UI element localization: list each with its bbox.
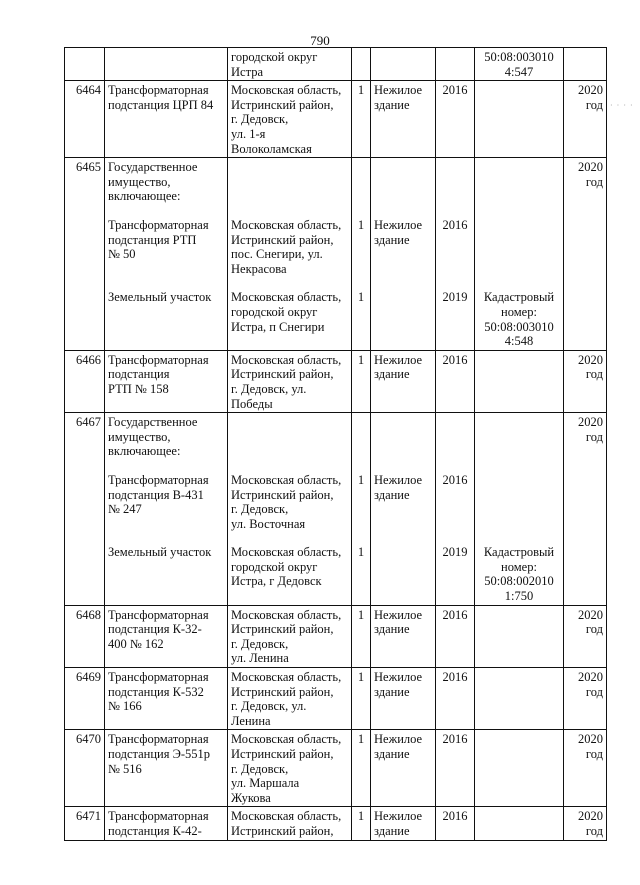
name-text: Трансформаторная подстанция ЦРП 84 (108, 83, 214, 112)
type-cell (371, 413, 436, 606)
cadastral-cell (475, 730, 564, 807)
name-text: Государственное имущество, включающее: (108, 160, 198, 204)
type-text: Нежилое здание (374, 607, 423, 637)
num-cell (65, 48, 105, 81)
cadastral-text: Кадастровый номер: 50:08:003010 4:548 (483, 290, 555, 349)
address-cell (228, 350, 352, 412)
table-row (65, 668, 607, 730)
num-cell (65, 413, 105, 606)
qty-text: 1 (357, 732, 365, 747)
address-text: Московская область, Истринский район, г. Дедовск, ул. Восточная (231, 472, 342, 531)
year-text: 2016 (442, 809, 468, 824)
year-text (439, 415, 471, 459)
cadastral-cell (475, 807, 564, 840)
qty-text (355, 415, 367, 459)
type-text: Нежилое здание (374, 352, 423, 382)
qty-text: 1 (357, 83, 365, 98)
address-cell (228, 158, 352, 351)
margin-mark: · · · · (610, 101, 634, 110)
deadline-cell (564, 730, 607, 807)
qty-cell (352, 48, 371, 81)
qty-text (355, 160, 367, 204)
deadline-text: 2020 год (578, 732, 603, 762)
name-cell (105, 668, 228, 730)
type-text: Нежилое здание (374, 670, 423, 699)
year-text: 2016 (442, 352, 468, 367)
year-cell (436, 605, 475, 667)
type-cell (371, 730, 436, 807)
year-cell (436, 807, 475, 840)
address-text: Московская область, Истринский район, г. Дедовск, ул. Ленина (231, 607, 342, 666)
num-cell (65, 807, 105, 840)
deadline-cell (564, 413, 607, 606)
address-text (231, 415, 348, 459)
address-text: Московская область, городской округ Истра, г Дедовск (231, 545, 342, 589)
name-cell (105, 48, 228, 81)
cadastral-text (478, 415, 560, 459)
address-text: Московская область, Истринский район, г. Дедовск, ул. Ленина (231, 670, 342, 728)
year-cell (436, 730, 475, 807)
num-text: 6465 (76, 160, 101, 175)
page-number: 790 (310, 33, 330, 48)
type-cell (371, 807, 436, 840)
type-text: Нежилое здание (374, 472, 423, 502)
property-registry-table (64, 47, 607, 841)
year-text: 2016 (442, 83, 468, 98)
name-text: Трансформаторная подстанция К-42- (108, 809, 209, 838)
year-cell (436, 350, 475, 412)
deadline-text: 2020 год (578, 83, 603, 112)
year-text: 2016 (442, 217, 468, 232)
type-cell (371, 350, 436, 412)
name-text: Трансформаторная подстанция Э-551р № 516 (108, 732, 211, 776)
qty-cell (352, 605, 371, 667)
address-text: Московская область, Истринский район, г. Дедовск, ул. Победы (231, 352, 342, 411)
cadastral-text (478, 160, 560, 204)
address-text: Московская область, городской округ Истра, п Снегири (231, 290, 342, 334)
address-text: городской округ Истра (231, 50, 318, 79)
num-cell (65, 158, 105, 351)
name-text: Земельный участок (108, 545, 212, 560)
deadline-text: 2020 год (578, 809, 603, 838)
name-cell (105, 158, 228, 351)
qty-cell (352, 350, 371, 412)
deadline-text: 2020 год (578, 415, 603, 444)
type-text: Нежилое здание (374, 217, 423, 247)
type-text (374, 290, 432, 348)
qty-cell (352, 81, 371, 158)
year-cell (436, 158, 475, 351)
deadline-text: 2020 год (578, 352, 603, 382)
year-text: 2016 (442, 607, 468, 622)
deadline-cell (564, 48, 607, 81)
year-text: 2016 (442, 472, 468, 487)
qty-text: 1 (357, 545, 365, 560)
qty-text: 1 (357, 670, 365, 685)
cadastral-cell (475, 81, 564, 158)
name-text: Трансформаторная подстанция К-32- 400 № 162 (108, 607, 209, 651)
table-row (65, 605, 607, 667)
table-row (65, 81, 607, 158)
type-text: Нежилое здание (374, 809, 423, 838)
cadastral-text: Кадастровый номер: 50:08:002010 1:750 (483, 545, 555, 604)
address-cell (228, 807, 352, 840)
year-text: 2019 (442, 290, 468, 305)
name-cell (105, 81, 228, 158)
deadline-cell (564, 668, 607, 730)
cadastral-cell (475, 413, 564, 606)
year-cell (436, 668, 475, 730)
continuation-row (65, 48, 607, 81)
table-row (65, 413, 607, 606)
cadastral-text: 50:08:003010 4:547 (484, 50, 554, 79)
name-text: Трансформаторная подстанция В-431 № 247 (108, 472, 209, 517)
address-cell (228, 730, 352, 807)
deadline-text: 2020 год (578, 160, 603, 189)
cadastral-cell (475, 605, 564, 667)
type-text (374, 545, 432, 603)
num-cell (65, 730, 105, 807)
address-text: Московская область, Истринский район, пос. Снегири, ул. Некрасова (231, 217, 342, 276)
qty-text: 1 (357, 217, 365, 232)
deadline-text: 2020 год (578, 670, 603, 699)
qty-cell (352, 807, 371, 840)
cadastral-cell (475, 668, 564, 730)
year-text (439, 160, 471, 204)
registry-body (65, 48, 607, 841)
type-text (374, 160, 432, 204)
deadline-text: 2020 год (578, 607, 603, 637)
deadline-cell (564, 158, 607, 351)
qty-cell (352, 158, 371, 351)
num-cell (65, 668, 105, 730)
year-text: 2016 (442, 670, 468, 685)
year-text: 2019 (442, 545, 468, 560)
qty-cell (352, 413, 371, 606)
type-text: Нежилое здание (374, 83, 423, 112)
deadline-cell (564, 807, 607, 840)
cadastral-cell (475, 158, 564, 351)
qty-text: 1 (357, 352, 365, 367)
name-cell (105, 730, 228, 807)
num-cell (65, 605, 105, 667)
type-text: Нежилое здание (374, 732, 423, 762)
address-text (231, 160, 348, 204)
address-text: Московская область, Истринский район, г. Дедовск, ул. 1-я Волоколамская (231, 83, 342, 156)
year-cell (436, 81, 475, 158)
table-row (65, 158, 607, 351)
deadline-cell (564, 81, 607, 158)
qty-text: 1 (357, 809, 365, 824)
num-cell (65, 350, 105, 412)
year-text: 2016 (442, 732, 468, 747)
num-text: 6468 (76, 607, 101, 622)
name-text: Трансформаторная подстанция К-532 № 166 (108, 670, 209, 714)
cadastral-cell (475, 48, 564, 81)
name-text: Трансформаторная подстанция РТП № 158 (108, 352, 209, 396)
name-cell (105, 350, 228, 412)
type-cell (371, 48, 436, 81)
qty-text: 1 (357, 290, 365, 305)
num-text: 6470 (76, 732, 101, 747)
address-text: Московская область, Истринский район, г. Дедовск, ул. Маршала Жукова (231, 732, 342, 805)
cadastral-text (478, 218, 560, 276)
address-cell (228, 81, 352, 158)
table-row (65, 730, 607, 807)
name-text: Трансформаторная подстанция РТП № 50 (108, 217, 209, 262)
table-row (65, 350, 607, 412)
table-row (65, 807, 607, 840)
num-text: 6464 (76, 83, 101, 98)
address-text: Московская область, Истринский район, (231, 809, 342, 838)
cadastral-text (478, 473, 560, 531)
num-text: 6466 (76, 352, 101, 367)
num-cell (65, 81, 105, 158)
address-cell (228, 668, 352, 730)
num-text: 6471 (76, 809, 101, 824)
address-cell (228, 413, 352, 606)
type-cell (371, 81, 436, 158)
num-text: 6467 (76, 415, 101, 430)
qty-cell (352, 730, 371, 807)
type-text (374, 415, 432, 459)
name-text: Земельный участок (108, 290, 212, 305)
deadline-cell (564, 605, 607, 667)
name-cell (105, 605, 228, 667)
num-text: 6469 (76, 670, 101, 685)
qty-text: 1 (357, 607, 365, 622)
qty-cell (352, 668, 371, 730)
name-cell (105, 807, 228, 840)
type-cell (371, 605, 436, 667)
name-cell (105, 413, 228, 606)
cadastral-cell (475, 350, 564, 412)
type-cell (371, 668, 436, 730)
year-cell (436, 48, 475, 81)
name-text: Государственное имущество, включающее: (108, 415, 198, 459)
year-cell (436, 413, 475, 606)
address-cell (228, 605, 352, 667)
type-cell (371, 158, 436, 351)
qty-text: 1 (357, 472, 365, 487)
address-cell (228, 48, 352, 81)
deadline-cell (564, 350, 607, 412)
